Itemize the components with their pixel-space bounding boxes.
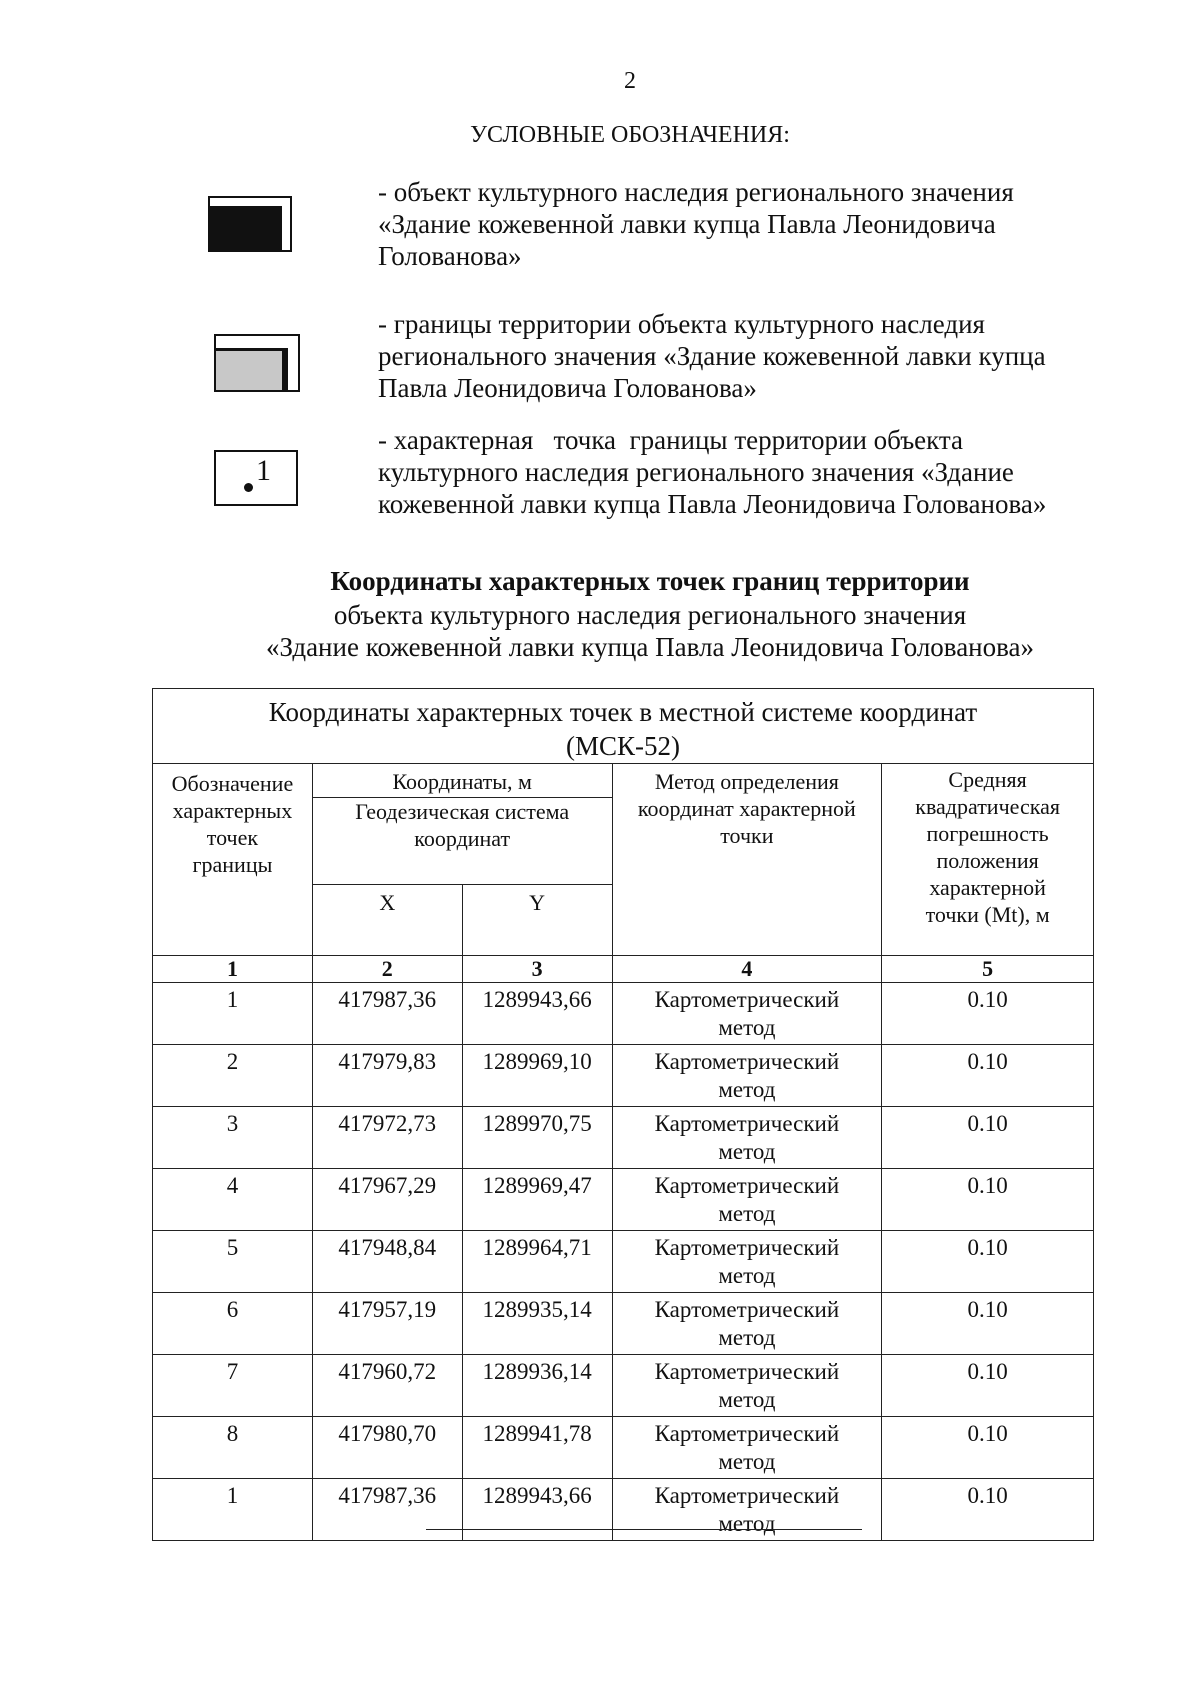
coordinates-heading: Координаты характерных точек границ территории — [330, 566, 970, 596]
point-dot-icon — [244, 483, 253, 492]
error-cell: 0.10 — [882, 1355, 1094, 1417]
table-caption-line-2: (МСК-52) — [566, 731, 680, 761]
x-cell: 417972,73 — [312, 1107, 462, 1169]
point-cell: 2 — [153, 1045, 313, 1107]
y-cell: 1289941,78 — [462, 1417, 612, 1479]
x-cell: 417967,29 — [312, 1169, 462, 1231]
column-number: 4 — [612, 956, 882, 983]
error-cell: 0.10 — [882, 1479, 1094, 1541]
table-caption — [153, 689, 1094, 764]
method-line: Картометрический — [654, 1111, 840, 1136]
method-cell — [612, 1417, 882, 1479]
point-cell: 5 — [153, 1231, 313, 1293]
x-cell: 417948,84 — [312, 1231, 462, 1293]
object-symbol-icon — [208, 196, 292, 252]
method-line: метод — [718, 1201, 776, 1226]
table-row — [153, 1355, 1094, 1417]
point-symbol-icon — [214, 450, 298, 506]
error-cell: 0.10 — [882, 1293, 1094, 1355]
header-method — [612, 764, 882, 956]
legend-line: регионального значения «Здание кожевенной лавки купца — [378, 341, 1046, 371]
legend-title: УСЛОВНЫЕ ОБОЗНАЧЕНИЯ: — [470, 122, 790, 148]
point-symbol-label: 1 — [256, 454, 271, 487]
legend-line: «Здание кожевенной лавки купца Павла Леонидовича — [378, 209, 996, 239]
table-row — [153, 1417, 1094, 1479]
error-cell: 0.10 — [882, 1231, 1094, 1293]
method-line: Картометрический — [654, 987, 840, 1012]
coordinates-subheading-line-2: «Здание кожевенной лавки купца Павла Леонидовича Голованова» — [265, 632, 1035, 662]
y-cell: 1289935,14 — [462, 1293, 612, 1355]
method-cell — [612, 1355, 882, 1417]
point-cell: 3 — [153, 1107, 313, 1169]
error-cell: 0.10 — [882, 1107, 1094, 1169]
method-cell — [612, 1045, 882, 1107]
header-line: точки (Mt), м — [925, 902, 1050, 927]
method-line: Картометрический — [654, 1297, 840, 1322]
header-coordinates — [312, 764, 612, 885]
column-number: 1 — [153, 956, 313, 983]
header-line: Средняя — [948, 767, 1027, 792]
error-cell: 0.10 — [882, 1169, 1094, 1231]
method-line: метод — [718, 1449, 776, 1474]
point-cell: 7 — [153, 1355, 313, 1417]
method-cell — [612, 1293, 882, 1355]
legend-item-point-text — [378, 424, 1098, 520]
method-line: Картометрический — [654, 1359, 840, 1384]
header-line: точек — [206, 825, 259, 850]
header-error — [882, 764, 1094, 956]
table-row — [153, 983, 1094, 1045]
method-line: метод — [718, 1325, 776, 1350]
x-cell: 417979,83 — [312, 1045, 462, 1107]
method-line: Картометрический — [654, 1421, 840, 1446]
method-line: метод — [718, 1077, 776, 1102]
method-line: Картометрический — [654, 1049, 840, 1074]
table-row — [153, 1045, 1094, 1107]
table-row — [153, 1479, 1094, 1541]
error-cell: 0.10 — [882, 1417, 1094, 1479]
point-cell: 8 — [153, 1417, 313, 1479]
header-line: Метод определения — [654, 769, 839, 794]
header-line: характерной — [929, 875, 1046, 900]
y-cell: 1289969,47 — [462, 1169, 612, 1231]
method-line: метод — [718, 1263, 776, 1288]
x-cell: 417980,70 — [312, 1417, 462, 1479]
y-cell: 1289936,14 — [462, 1355, 612, 1417]
y-cell: 1289943,66 — [462, 983, 612, 1045]
header-line: координат характерной — [637, 796, 856, 821]
y-cell: 1289943,66 — [462, 1479, 612, 1541]
header-y: Y — [462, 885, 612, 956]
point-cell: 1 — [153, 1479, 313, 1541]
header-line: положения — [936, 848, 1039, 873]
method-cell — [612, 1479, 882, 1541]
point-cell: 1 — [153, 983, 313, 1045]
column-number: 5 — [882, 956, 1094, 983]
method-cell — [612, 1231, 882, 1293]
legend-line: - объект культурного наследия регионального значения — [378, 177, 1014, 207]
method-line: метод — [718, 1015, 776, 1040]
table-row — [153, 1169, 1094, 1231]
coordinates-table — [152, 688, 1094, 1541]
table-row — [153, 1231, 1094, 1293]
method-line: метод — [718, 1511, 776, 1536]
header-line: Координаты, м — [313, 768, 612, 798]
legend-line: Павла Леонидовича Голованова» — [378, 373, 757, 403]
header-line: погрешность — [926, 821, 1049, 846]
x-cell: 417987,36 — [312, 983, 462, 1045]
error-cell: 0.10 — [882, 983, 1094, 1045]
header-line: координат — [414, 826, 511, 851]
error-cell: 0.10 — [882, 1045, 1094, 1107]
page-number: 2 — [624, 68, 636, 94]
header-line: квадратическая — [915, 794, 1060, 819]
header-line: Обозначение — [171, 771, 294, 796]
x-cell: 417960,72 — [312, 1355, 462, 1417]
territory-symbol-icon — [214, 334, 300, 392]
legend-item-object-text — [378, 176, 1098, 272]
table-row — [153, 1293, 1094, 1355]
coordinates-subheading-line-1: объекта культурного наследия регионального значения — [333, 600, 967, 630]
method-line: Картометрический — [654, 1483, 840, 1508]
method-line: метод — [718, 1139, 776, 1164]
method-line: Картометрический — [654, 1173, 840, 1198]
y-cell: 1289969,10 — [462, 1045, 612, 1107]
y-cell: 1289964,71 — [462, 1231, 612, 1293]
header-line: Геодезическая система — [355, 799, 570, 824]
legend-line: - границы территории объекта культурного наследия — [378, 309, 985, 339]
legend-line: Голованова» — [378, 241, 522, 271]
legend-line: культурного наследия регионального значения «Здание — [378, 457, 1014, 487]
legend-item-territory-text — [378, 308, 1098, 404]
x-cell: 417987,36 — [312, 1479, 462, 1541]
point-cell: 4 — [153, 1169, 313, 1231]
method-cell — [612, 983, 882, 1045]
legend-line: кожевенной лавки купца Павла Леонидовича Голованова» — [378, 489, 1047, 519]
x-cell: 417957,19 — [312, 1293, 462, 1355]
table-row — [153, 1107, 1094, 1169]
method-line: метод — [718, 1387, 776, 1412]
method-cell — [612, 1169, 882, 1231]
header-x: X — [312, 885, 462, 956]
header-line: точки — [720, 823, 774, 848]
column-number: 3 — [462, 956, 612, 983]
legend-line: - характерная точка границы территории объекта — [378, 425, 964, 455]
header-line: границы — [192, 852, 273, 877]
method-line: Картометрический — [654, 1235, 840, 1260]
footer-divider — [426, 1529, 862, 1530]
column-number: 2 — [312, 956, 462, 983]
table-caption-line-1: Координаты характерных точек в местной системе координат — [268, 697, 978, 727]
point-cell: 6 — [153, 1293, 313, 1355]
header-line: характерных — [172, 798, 293, 823]
y-cell: 1289970,75 — [462, 1107, 612, 1169]
method-cell — [612, 1107, 882, 1169]
header-point-designation — [153, 764, 313, 956]
